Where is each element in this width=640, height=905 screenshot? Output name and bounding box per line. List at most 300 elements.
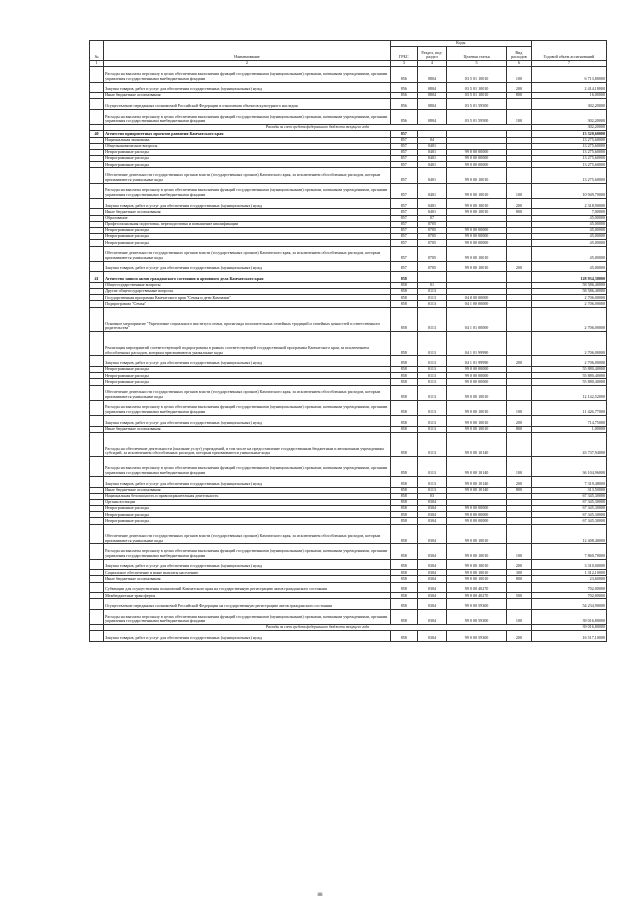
table-row <box>90 168 607 183</box>
cell-grbs: 858 <box>390 544 417 559</box>
cell-razdel: 0401 <box>417 168 446 183</box>
cell-total: 58 586,40000 <box>531 282 606 288</box>
cell-cs: 99 0 00 10010 <box>447 209 507 215</box>
cell-vr: 200 <box>507 198 532 209</box>
cell-cs: 99 0 00 00000 <box>447 512 507 518</box>
cell-razdel: 0804 <box>417 67 446 82</box>
table-body <box>90 67 607 642</box>
cell-razdel: 0113 <box>417 379 446 385</box>
cell-grbs: 858 <box>390 415 417 426</box>
cell-total: 7,00000 <box>531 209 606 215</box>
col-header-grbs: ГРБС <box>390 47 417 61</box>
cell-grbs: 857 <box>390 227 417 233</box>
cell-num <box>90 67 104 82</box>
cell-vr: 100 <box>507 183 532 198</box>
cell-name: Закупка товаров, работ и услуг для обеспечения государственных (муниципальных) нужд <box>104 559 391 570</box>
cell-total: 302,20000 <box>531 109 606 124</box>
cell-vr <box>507 524 532 544</box>
table-row <box>90 457 607 477</box>
cell-total: 2 706,00000 <box>531 356 606 367</box>
cell-num <box>90 415 104 426</box>
col-number: 7 <box>531 61 606 67</box>
cell-total: 10 949,70000 <box>531 183 606 198</box>
cell-razdel: 0113 <box>417 332 446 356</box>
table-row <box>90 82 607 93</box>
cell-cs: 99 0 00 59300 <box>447 631 507 642</box>
table-row <box>90 609 607 624</box>
cell-name: Агентство записи актов гражданского состояния и архивного дела Камчатского края <box>104 272 391 283</box>
cell-razdel: 04 <box>417 137 446 143</box>
cell-cs: 99 0 00 10140 <box>447 457 507 477</box>
cell-cs: 03 5 01 59500 <box>447 99 507 110</box>
cell-vr: 200 <box>507 476 532 487</box>
cell-name: Закупка товаров, работ и услуг для обеспечения государственных (муниципальных) нужд <box>104 631 391 642</box>
cell-name: Непрограммные расходы <box>104 379 391 385</box>
cell-razdel: 0401 <box>417 143 446 149</box>
cell-cs: 99 0 00 10010 <box>447 544 507 559</box>
cell-razdel: 0804 <box>417 99 446 110</box>
cell-cs: 03 5 01 10010 <box>447 67 507 82</box>
cell-cs: 04 1 01 99990 <box>447 356 507 367</box>
cell-razdel: 0304 <box>417 582 446 593</box>
cell-vr: 800 <box>507 487 532 493</box>
cell-cs: 03 5 01 10010 <box>447 93 507 99</box>
cell-cs: 99 0 00 10140 <box>447 476 507 487</box>
cell-grbs: 858 <box>390 295 417 301</box>
cell-num <box>90 332 104 356</box>
cell-total: 55 880,40000 <box>531 373 606 379</box>
cell-razdel: 0113 <box>417 301 446 307</box>
cell-razdel: 0304 <box>417 506 446 512</box>
cell-total: 45,00000 <box>531 246 606 261</box>
cell-razdel: 0804 <box>417 109 446 124</box>
cell-vr <box>507 246 532 261</box>
cell-razdel: 0113 <box>417 432 446 456</box>
cell-grbs: 857 <box>390 215 417 221</box>
cell-vr <box>507 307 532 331</box>
cell-razdel: 0304 <box>417 524 446 544</box>
cell-grbs: 857 <box>390 240 417 246</box>
cell-total: 128 934,38000 <box>531 272 606 283</box>
cell-name: Непрограммные расходы <box>104 156 391 162</box>
cell-num <box>90 109 104 124</box>
cell-name: Иные бюджетные ассигнования <box>104 487 391 493</box>
cell-grbs: 858 <box>390 559 417 570</box>
cell-grbs: 856 <box>390 109 417 124</box>
cell-num <box>90 261 104 272</box>
col-number: 1 <box>90 61 104 67</box>
cell-name: Образование <box>104 215 391 221</box>
cell-num <box>90 356 104 367</box>
cell-grbs: 858 <box>390 282 417 288</box>
cell-total: 67 345,30000 <box>531 493 606 499</box>
cell-grbs: 858 <box>390 400 417 415</box>
cell-razdel: 0304 <box>417 576 446 582</box>
cell-grbs: 857 <box>390 209 417 215</box>
cell-razdel: 0113 <box>417 476 446 487</box>
cell-razdel: 0113 <box>417 415 446 426</box>
cell-cs: 99 0 00 10010 <box>447 261 507 272</box>
cell-grbs: 857 <box>390 234 417 240</box>
cell-name: Профессиональная подготовка, переподготовка и повышение квалификации <box>104 221 391 227</box>
cell-razdel: 0113 <box>417 295 446 301</box>
table-row <box>90 599 607 610</box>
cell-name: Иные бюджетные ассигнования <box>104 426 391 432</box>
cell-vr: 500 <box>507 593 532 599</box>
cell-num <box>90 609 104 624</box>
cell-name: Закупка товаров, работ и услуг для обеспечения государственных (муниципальных) нужд <box>104 356 391 367</box>
cell-name: Закупка товаров, работ и услуг для обеспечения государственных (муниципальных) нужд <box>104 415 391 426</box>
cell-name: Расходы на выплаты персоналу в целях обеспечения выполнения функций государственными (муниципальными) органами, казенными учреждениями, органами управления государственными внебюджетными фондами <box>104 400 391 415</box>
col-header-vr: Вид расходов <box>507 47 532 61</box>
cell-name: Расходы на выплаты персоналу в целях обеспечения выполнения функций государственными (муниципальными) органами, казенными учреждениями, органами управления государственными внебюджетными фондами <box>104 609 391 624</box>
cell-total: 1 312,10000 <box>531 570 606 576</box>
cell-razdel: 0804 <box>417 93 446 99</box>
cell-cs: 04 1 01 99990 <box>447 332 507 356</box>
cell-cs: 03 5 01 10010 <box>447 82 507 93</box>
cell-num <box>90 307 104 331</box>
cell-razdel: 0705 <box>417 240 446 246</box>
cell-total: 13 275,60000 <box>531 149 606 155</box>
cell-razdel: 0304 <box>417 631 446 642</box>
col-header-codes: Коды <box>390 41 531 47</box>
cell-cs: 04 1 01 00000 <box>447 307 507 331</box>
cell-total: 12 142,52000 <box>531 385 606 400</box>
cell-grbs: 858 <box>390 593 417 599</box>
cell-name: Субвенции для осуществления полномочий Камчатского края на государственную регистрацию актов гражданского состояния <box>104 582 391 593</box>
cell-num <box>90 168 104 183</box>
cell-total: 13 320,60000 <box>531 131 606 137</box>
cell-razdel: 0113 <box>417 289 446 295</box>
cell-cs: 99 0 00 10010 <box>447 559 507 570</box>
cell-cs: 99 0 00 00000 <box>447 162 507 168</box>
cell-total: 13 275,60000 <box>531 168 606 183</box>
cell-razdel: 01 <box>417 282 446 288</box>
cell-grbs: 857 <box>390 131 417 137</box>
cell-name: Расходы на обеспечение деятельности (оказание услуг) учреждений, в том числе на предоставление государственным бюджетным и автономным учреждениям субсидий, за исключением обособленных расходов, которым присваиваются уникальные коды <box>104 432 391 456</box>
cell-name: Осуществление переданных полномочий Российской Федерации на государственную регистрацию актов гражданского состояния <box>104 599 391 610</box>
cell-name: Осуществление переданных полномочий Российской Федерации в отношении объектов культурного наследия <box>104 99 391 110</box>
cell-total: 302,20000 <box>531 99 606 110</box>
cell-cs: 04 0 00 00000 <box>447 295 507 301</box>
cell-name: Реализация мероприятий соответствующей подпрограммы в рамках соответствующей государственной программы Камчатского края, за исключением обособленных расходов, которым присваиваются уникальные коды <box>104 332 391 356</box>
cell-total: 39 016,80000 <box>531 625 606 631</box>
cell-cs: 99 0 00 10010 <box>447 400 507 415</box>
cell-grbs: 857 <box>390 221 417 227</box>
cell-num <box>90 559 104 570</box>
cell-name: Закупка товаров, работ и услуг для обеспечения государственных (муниципальных) нужд <box>104 82 391 93</box>
cell-razdel: 0304 <box>417 593 446 599</box>
cell-total: 45,00000 <box>531 221 606 227</box>
cell-vr: 100 <box>507 400 532 415</box>
cell-cs: 03 5 01 59500 <box>447 109 507 124</box>
cell-razdel: 0304 <box>417 609 446 624</box>
cell-cs: 99 0 00 00000 <box>447 373 507 379</box>
col-number: 2 <box>104 61 391 67</box>
cell-razdel: 0113 <box>417 385 446 400</box>
cell-razdel: 0804 <box>417 82 446 93</box>
cell-razdel: 0113 <box>417 307 446 331</box>
cell-name: Расходы на выплаты персоналу в целях обеспечения выполнения функций государственными (муниципальными) органами, казенными учреждениями, органами управления государственными внебюджетными фондами <box>104 457 391 477</box>
cell-razdel: 0401 <box>417 156 446 162</box>
cell-grbs: 858 <box>390 609 417 624</box>
col-header-total: Годовой объем ассигнований <box>531 41 606 61</box>
cell-cs: 99 0 00 10010 <box>447 168 507 183</box>
cell-name: Закупка товаров, работ и услуг для обеспечения государственных (муниципальных) нужд <box>104 476 391 487</box>
cell-vr: 200 <box>507 631 532 642</box>
cell-name: Непрограммные расходы <box>104 506 391 512</box>
cell-name: Непрограммные расходы <box>104 162 391 168</box>
cell-cs: 99 0 00 00000 <box>447 156 507 162</box>
cell-total: 55 880,40000 <box>531 379 606 385</box>
cell-total: 16,00000 <box>531 93 606 99</box>
cell-name: Обеспечение деятельности государственных органов власти (государственных органов) Камчатского края, за исключением обособленных расходов, которым присваиваются уникальные коды <box>104 524 391 544</box>
cell-num <box>90 183 104 198</box>
budget-table <box>89 40 607 642</box>
cell-vr: 200 <box>507 261 532 272</box>
table-row <box>90 99 607 110</box>
cell-total: 2 706,00000 <box>531 301 606 307</box>
cell-name: Расходы на выплаты персоналу в целях обеспечения выполнения функций государственными (муниципальными) органами, казенными учреждениями, органами управления государственными внебюджетными фондами <box>104 109 391 124</box>
cell-total: 23,60000 <box>531 576 606 582</box>
cell-name: Непрограммные расходы <box>104 373 391 379</box>
cell-total: 45,00000 <box>531 227 606 233</box>
cell-cs: 99 0 00 59300 <box>447 609 507 624</box>
cell-total: 54 234,90000 <box>531 599 606 610</box>
cell-total: 67 345,30000 <box>531 499 606 505</box>
cell-total: 702,00000 <box>531 593 606 599</box>
table-row <box>90 415 607 426</box>
cell-total: 3 310,00000 <box>531 559 606 570</box>
cell-grbs: 858 <box>390 289 417 295</box>
cell-grbs: 858 <box>390 582 417 593</box>
cell-vr: 100 <box>507 457 532 477</box>
cell-grbs: 858 <box>390 307 417 331</box>
cell-total: 45,00000 <box>531 215 606 221</box>
cell-num <box>90 82 104 93</box>
cell-vr <box>507 432 532 456</box>
cell-total: 45,00000 <box>531 240 606 246</box>
cell-total: 45,00000 <box>531 234 606 240</box>
cell-grbs: 858 <box>390 487 417 493</box>
cell-grbs: 856 <box>390 82 417 93</box>
cell-grbs: 857 <box>390 168 417 183</box>
cell-grbs: 858 <box>390 476 417 487</box>
cell-vr <box>507 99 532 110</box>
table-row <box>90 246 607 261</box>
cell-cs: 99 0 00 10010 <box>447 385 507 400</box>
table-row <box>90 559 607 570</box>
cell-name: Расходы на выплаты персоналу в целях обеспечения выполнения функций государственными (муниципальными) органами, казенными учреждениями, органами управления государственными внебюджетными фондами <box>104 544 391 559</box>
cell-grbs: 858 <box>390 373 417 379</box>
col-number: 4 <box>417 61 446 67</box>
cell-cs: 99 0 00 10010 <box>447 524 507 544</box>
cell-vr <box>507 168 532 183</box>
cell-razdel: 0401 <box>417 183 446 198</box>
table-row <box>90 476 607 487</box>
cell-razdel: 0705 <box>417 261 446 272</box>
cell-vr <box>507 272 532 283</box>
cell-grbs: 858 <box>390 367 417 373</box>
cell-name: Органы юстиции <box>104 499 391 505</box>
cell-razdel: 0304 <box>417 499 446 505</box>
cell-total: 13 275,60000 <box>531 137 606 143</box>
cell-name: Общегосударственные вопросы <box>104 282 391 288</box>
cell-name: Иные бюджетные ассигнования <box>104 93 391 99</box>
cell-cs: 99 0 00 10010 <box>447 415 507 426</box>
cell-num <box>90 599 104 610</box>
cell-vr: 200 <box>507 415 532 426</box>
cell-total: 16 517,10000 <box>531 631 606 642</box>
cell-grbs: 857 <box>390 143 417 149</box>
cell-note: Расходы за счет средств федерального бюджета текущего года <box>104 125 532 131</box>
cell-name: Агентство приоритетных проектов развития Камчатского края <box>104 131 391 137</box>
cell-grbs: 858 <box>390 301 417 307</box>
cell-grbs: 857 <box>390 261 417 272</box>
cell-grbs: 856 <box>390 93 417 99</box>
cell-grbs: 858 <box>390 272 417 283</box>
cell-name: Межбюджетные трансферты <box>104 593 391 599</box>
table-row <box>90 524 607 544</box>
cell-name: Обеспечение деятельности государственных органов власти (государственных органов) Камчатского края, за исключением обособленных расходов, которым присваиваются уникальные коды <box>104 168 391 183</box>
cell-cs: 99 0 00 00000 <box>447 506 507 512</box>
cell-grbs: 858 <box>390 506 417 512</box>
table-row <box>90 332 607 356</box>
cell-total: 302,20000 <box>531 125 606 131</box>
col-number: 3 <box>390 61 417 67</box>
cell-grbs: 856 <box>390 67 417 82</box>
cell-razdel: 0705 <box>417 221 446 227</box>
cell-name: Непрограммные расходы <box>104 518 391 524</box>
page-number: 88 <box>317 893 323 898</box>
cell-cs: 99 0 00 00000 <box>447 240 507 246</box>
cell-razdel: 0401 <box>417 149 446 155</box>
table-row <box>90 400 607 415</box>
table-row <box>90 67 607 82</box>
cell-total: 67 345,30000 <box>531 506 606 512</box>
table-row <box>90 385 607 400</box>
cell-razdel: 0113 <box>417 373 446 379</box>
cell-grbs: 858 <box>390 385 417 400</box>
cell-razdel: 03 <box>417 493 446 499</box>
cell-num <box>90 432 104 456</box>
cell-name: Расходы на выплаты персоналу в целях обеспечения выполнения функций государственными (муниципальными) органами, казенными учреждениями, органами управления государственными внебюджетными фондами <box>104 67 391 82</box>
cell-vr <box>507 582 532 593</box>
cell-total: 1,00000 <box>531 426 606 432</box>
cell-razdel: 0705 <box>417 227 446 233</box>
cell-num <box>90 198 104 209</box>
cell-vr <box>507 385 532 400</box>
cell-vr: 100 <box>507 67 532 82</box>
cell-razdel: 07 <box>417 215 446 221</box>
cell-grbs: 858 <box>390 518 417 524</box>
cell-grbs: 858 <box>390 599 417 610</box>
cell-total: 313,50000 <box>531 487 606 493</box>
cell-vr: 800 <box>507 209 532 215</box>
cell-vr: 800 <box>507 426 532 432</box>
cell-num <box>90 400 104 415</box>
cell-razdel: 0113 <box>417 457 446 477</box>
cell-cs: 99 0 00 00000 <box>447 367 507 373</box>
cell-vr: 100 <box>507 609 532 624</box>
cell-vr: 800 <box>507 93 532 99</box>
cell-name: Государственная программа Камчатского края "Семья и дети Камчатки" <box>104 295 391 301</box>
cell-name: Национальная безопасность и правоохранительная деятельность <box>104 493 391 499</box>
cell-total: 7 319,48000 <box>531 476 606 487</box>
cell-total: 11 426,77000 <box>531 400 606 415</box>
cell-total: 39 016,80000 <box>531 609 606 624</box>
cell-total: 2 414,18000 <box>531 82 606 93</box>
cell-vr: 200 <box>507 82 532 93</box>
cell-cs: 99 0 00 10140 <box>447 487 507 493</box>
cell-razdel: 0705 <box>417 234 446 240</box>
cell-name: Подпрограмма "Семья" <box>104 301 391 307</box>
cell-vr: 800 <box>507 576 532 582</box>
cell-total: 45,00000 <box>531 261 606 272</box>
cell-razdel: 0113 <box>417 426 446 432</box>
cell-name: Непрограммные расходы <box>104 149 391 155</box>
cell-num <box>90 582 104 593</box>
cell-name: Обеспечение деятельности государственных органов власти (государственных органов) Камчатского края, за исключением обособленных расходов, которым присваиваются уникальные коды <box>104 385 391 400</box>
cell-cs: 99 0 00 10010 <box>447 576 507 582</box>
cell-cs: 04 1 00 00000 <box>447 301 507 307</box>
cell-razdel: 0304 <box>417 570 446 576</box>
cell-name: Непрограммные расходы <box>104 234 391 240</box>
cell-cs <box>447 272 507 283</box>
cell-razdel: 0113 <box>417 487 446 493</box>
cell-razdel: 0113 <box>417 400 446 415</box>
cell-total: 2 318,90000 <box>531 198 606 209</box>
cell-cs: 99 0 00 00000 <box>447 149 507 155</box>
cell-total: 67 345,30000 <box>531 512 606 518</box>
table-row <box>90 183 607 198</box>
cell-razdel: 0113 <box>417 356 446 367</box>
cell-cs: 99 0 00 00000 <box>447 234 507 240</box>
cell-cs: 99 0 00 59300 <box>447 599 507 610</box>
col-header-name: Наименование <box>104 41 391 61</box>
table-row <box>90 109 607 124</box>
cell-num <box>90 246 104 261</box>
cell-grbs: 858 <box>390 570 417 576</box>
cell-num: 41 <box>90 272 104 283</box>
cell-grbs: 858 <box>390 432 417 456</box>
cell-num <box>90 476 104 487</box>
cell-grbs: 856 <box>390 99 417 110</box>
cell-razdel: 0304 <box>417 559 446 570</box>
cell-vr: 100 <box>507 544 532 559</box>
cell-total: 13 275,60000 <box>531 156 606 162</box>
cell-grbs: 858 <box>390 379 417 385</box>
cell-total: 58 586,40000 <box>531 289 606 295</box>
cell-name: Закупка товаров, работ и услуг для обеспечения государственных (муниципальных) нужд <box>104 261 391 272</box>
cell-grbs: 858 <box>390 512 417 518</box>
cell-name: Другие общегосударственные вопросы <box>104 289 391 295</box>
cell-total: 36 104,96000 <box>531 457 606 477</box>
cell-name: Национальная экономика <box>104 137 391 143</box>
table-row <box>90 582 607 593</box>
cell-grbs: 858 <box>390 499 417 505</box>
cell-razdel: 0304 <box>417 512 446 518</box>
cell-grbs: 858 <box>390 493 417 499</box>
cell-total: 2 706,00000 <box>531 332 606 356</box>
cell-razdel: 0113 <box>417 367 446 373</box>
table-row <box>90 432 607 456</box>
cell-name: Расходы на выплаты персоналу в целях обеспечения выполнения функций государственными (муниципальными) органами, казенными учреждениями, органами управления государственными внебюджетными фондами <box>104 183 391 198</box>
col-number: 6 <box>507 61 532 67</box>
cell-num <box>90 457 104 477</box>
cell-cs: 99 0 00 10010 <box>447 570 507 576</box>
table-row <box>90 307 607 331</box>
